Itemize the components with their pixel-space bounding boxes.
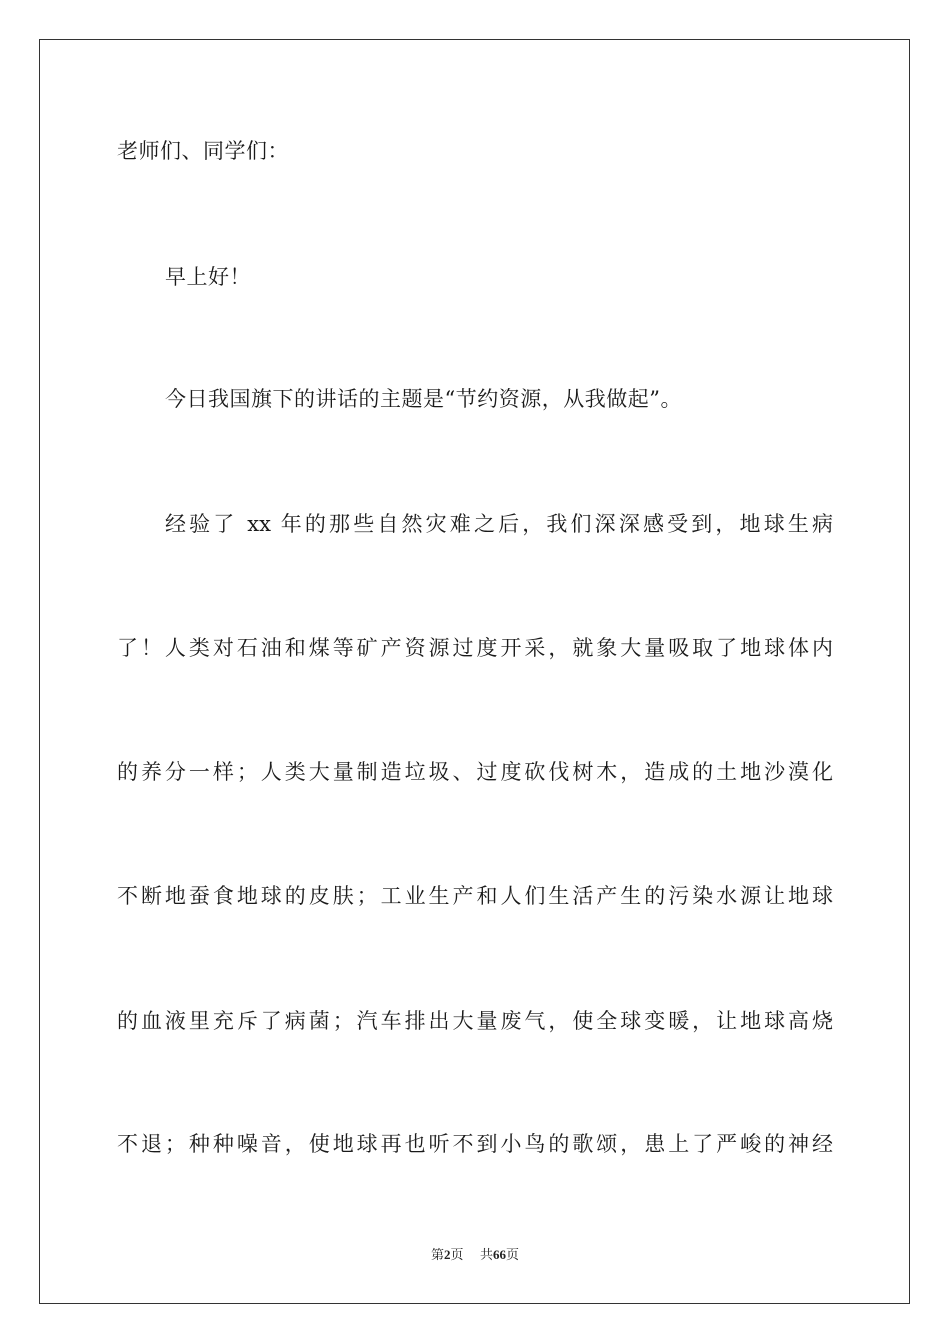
page-footer <box>0 1246 950 1265</box>
page-suffix: 页 <box>450 1248 464 1263</box>
paragraph-line: 经验了 xx 年的那些自然灾难之后，我们深深感受到，地球生病 <box>165 512 833 536</box>
paragraph-line: 不退；种种噪音，使地球再也听不到小鸟的歌颂，患上了严峻的神经 <box>117 1132 833 1156</box>
paragraph-line: 的养分一样；人类大量制造垃圾、过度砍伐树木，造成的土地沙漠化 <box>117 760 833 784</box>
page-border <box>39 39 910 1304</box>
page-number: 2 <box>443 1247 451 1262</box>
greeting: 早上好！ <box>165 265 251 289</box>
paragraph-line: 今日我国旗下的讲话的主题是“节约资源，从我做起”。 <box>165 387 682 411</box>
total-suffix: 页 <box>506 1248 520 1263</box>
total-pages: 66 <box>493 1247 507 1262</box>
paragraph-line: 了！人类对石油和煤等矿产资源过度开采，就象大量吸取了地球体内 <box>117 636 833 660</box>
salutation: 老师们、同学们： <box>117 139 289 163</box>
total-prefix: 共 <box>480 1248 494 1263</box>
paragraph-line: 不断地蚕食地球的皮肤；工业生产和人们生活产生的污染水源让地球 <box>117 884 833 908</box>
page-prefix: 第 <box>430 1248 444 1263</box>
paragraph-line: 的血液里充斥了病菌；汽车排出大量废气，使全球变暖，让地球高烧 <box>117 1009 833 1033</box>
